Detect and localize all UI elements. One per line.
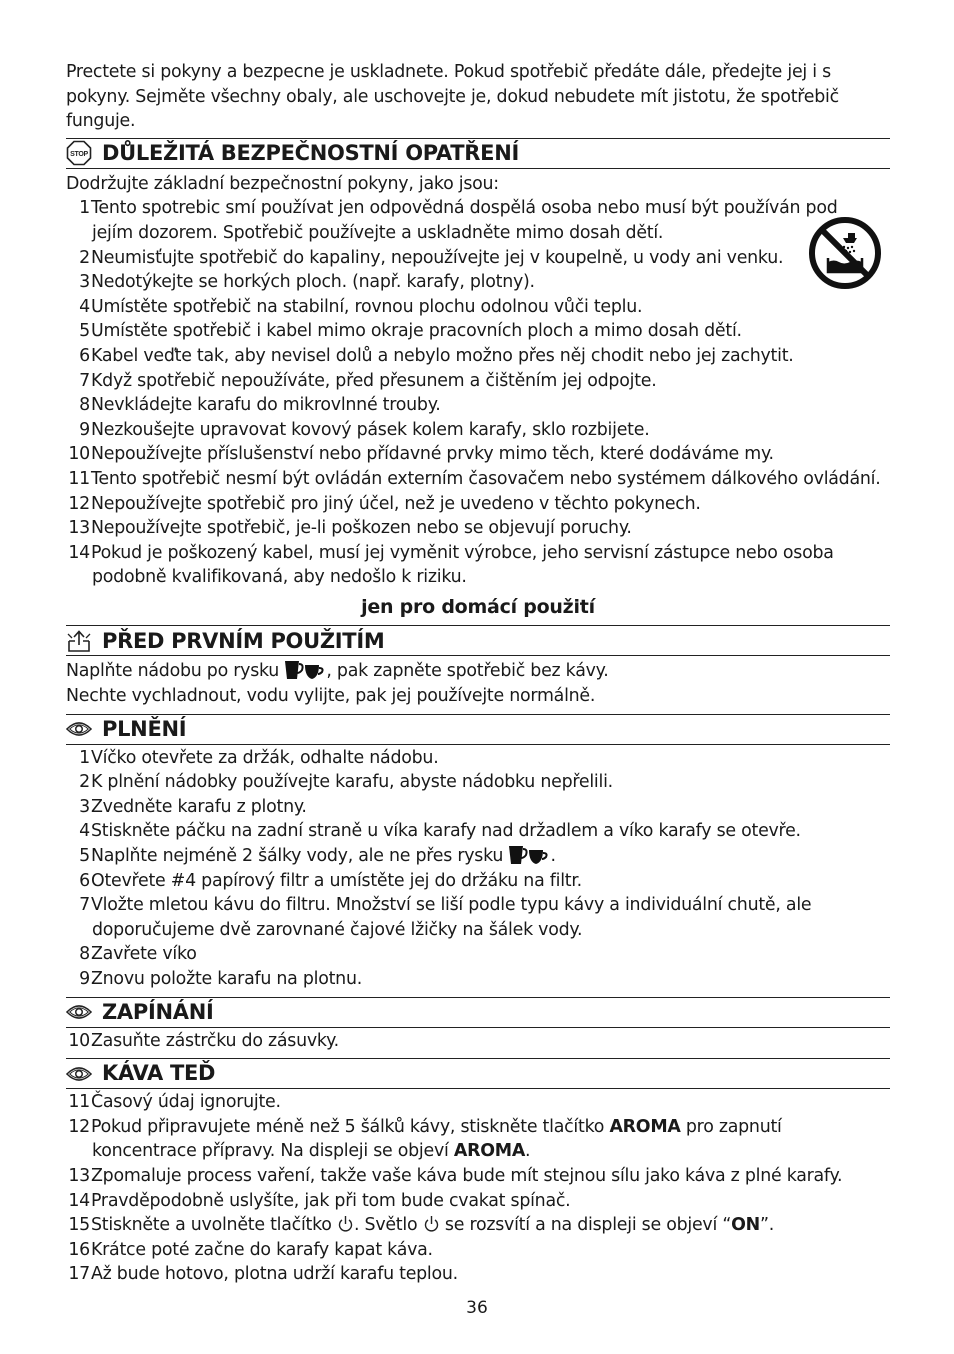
item-text: Zvedněte karafu z plotny. [91, 796, 307, 817]
power-icon [337, 1215, 354, 1233]
list-item [66, 270, 890, 295]
item-text: Nepoužívejte spotřebič pro jiný účel, než je uvedeno v těchto pokynech. [91, 493, 701, 514]
list-item [66, 844, 890, 869]
manual-page [66, 60, 890, 1287]
item-number: 10 [68, 1030, 90, 1051]
item-text: Naplňte nejméně 2 šálky vody, ale ne přes rysku . [91, 846, 556, 867]
item-text: Kabel veďte tak, aby nevisel dolů a nebylo možno přes něj chodit nebo jej zachytit. [91, 345, 794, 366]
item-number: 16 [68, 1239, 90, 1260]
item-text: Nezkoušejte upravovat kovový pásek kolem karafy, sklo rozbijete. [91, 419, 650, 440]
item-text: Vložte mletou kávu do filtru. Množství se liší podle typu kávy a individuální chutě, ale doporučujeme dvě zarovnané čajové lžičky na šálek vody. [91, 895, 812, 940]
item-number: 5 [79, 321, 90, 342]
list-item [66, 1238, 890, 1263]
list-item [66, 893, 890, 942]
item-text: Neumisťujte spotřebič do kapaliny, nepoužívejte jej v koupelně, u vody ani venku. [91, 247, 784, 268]
item-number: 8 [79, 395, 90, 416]
cups-icon [508, 844, 550, 866]
eye-icon [66, 1062, 92, 1086]
list-item [66, 319, 890, 344]
item-number: 6 [79, 870, 90, 891]
list-item [66, 295, 890, 320]
first-use-line-1 [66, 659, 890, 684]
item-number: 4 [79, 821, 90, 842]
safety-list [66, 196, 890, 590]
item-number: 14 [68, 542, 90, 563]
list-item [66, 1262, 890, 1287]
item-text: Tento spotřebič nesmí být ovládán externím časovačem nebo systémem dálkového ovládání. [91, 468, 881, 489]
item-number: 15 [68, 1215, 90, 1236]
list-item [66, 196, 890, 245]
filling-heading [66, 714, 890, 745]
first-use-line-2: Nechte vychladnout, vodu vylijte, pak jej používejte normálně. [66, 686, 596, 707]
stop-icon [66, 141, 92, 165]
list-item [66, 418, 890, 443]
item-text: Až bude hotovo, plotna udrží karafu teplou. [91, 1264, 458, 1285]
list-item [66, 869, 890, 894]
item-text: Pokud připravujete méně než 5 šálků kávy, stiskněte tlačítko AROMA pro zapnutí koncentrace přípravy. Na displeji se objeví AROMA. [91, 1116, 782, 1162]
cups-icon [284, 659, 326, 681]
eye-icon [66, 717, 92, 741]
no-water-icon [808, 216, 882, 290]
list-item [66, 467, 890, 492]
filling-title: PLNĚNÍ [102, 716, 187, 741]
item-number: 7 [79, 370, 90, 391]
eye-icon [66, 1000, 92, 1024]
item-text: Když spotřebič nepoužíváte, před přesunem a čištěním jej odpojte. [91, 370, 657, 391]
list-item [66, 393, 890, 418]
switch-on-title: ZAPÍNÁNÍ [102, 999, 214, 1024]
list-item [66, 967, 890, 992]
switch-on-list [66, 1029, 890, 1054]
list-item [66, 1164, 890, 1189]
item-number: 11 [68, 1092, 90, 1113]
item-number: 14 [68, 1190, 90, 1211]
item-number: 1 [79, 747, 90, 768]
domestic-use-note: jen pro domácí použití [361, 595, 595, 618]
item-number: 4 [79, 296, 90, 317]
safety-title: DŮLEŽITÁ BEZPEČNOSTNÍ OPATŘENÍ [102, 140, 519, 165]
item-number: 13 [68, 518, 90, 539]
item-number: 12 [68, 1116, 90, 1137]
list-item [66, 819, 890, 844]
item-number: 2 [79, 772, 90, 793]
stop-label: STOP [70, 151, 88, 159]
list-item [66, 541, 890, 590]
item-text: Stiskněte a uvolněte tlačítko . Světlo se rozsvítí a na displeji se objeví “ON”. [91, 1215, 774, 1236]
list-item [66, 492, 890, 517]
item-number: 6 [79, 345, 90, 366]
item-text: Nepoužívejte spotřebič, je-li poškozen nebo se objevují poruchy. [91, 518, 632, 539]
list-item [66, 1213, 890, 1238]
list-item [66, 746, 890, 771]
list-item [66, 344, 890, 369]
item-text: Nevkládejte karafu do mikrovlnné trouby. [91, 395, 441, 416]
item-number: 9 [79, 419, 90, 440]
item-number: 7 [79, 895, 90, 916]
list-item [66, 1189, 890, 1214]
item-number: 1 [79, 198, 90, 219]
list-item [66, 442, 890, 467]
coffee-now-title: KÁVA TEĎ [102, 1061, 216, 1086]
item-number: 3 [79, 796, 90, 817]
item-text: Otevřete #4 papírový filtr a umístěte jej do držáku na filtr. [91, 870, 582, 891]
item-text: Krátce poté začne do karafy kapat káva. [91, 1239, 433, 1260]
list-item [66, 770, 890, 795]
item-text: Umístěte spotřebič na stabilní, rovnou plochu odolnou vůči teplu. [91, 296, 643, 317]
coffee-now-heading [66, 1058, 890, 1089]
item-number: 2 [79, 247, 90, 268]
coffee-now-list [66, 1090, 890, 1287]
item-number: 9 [79, 969, 90, 989]
first-use-title: PŘED PRVNÍM POUŽITÍM [102, 628, 385, 653]
item-text: Umístěte spotřebič i kabel mimo okraje pracovních ploch a mimo dosah dětí. [91, 321, 742, 342]
list-item [66, 1090, 890, 1115]
first-use-text-b: , pak zapněte spotřebič bez kávy. [326, 661, 609, 682]
item-number: 10 [68, 444, 90, 465]
list-item [66, 369, 890, 394]
item-number: 12 [68, 493, 90, 514]
intro-text: Prectete si pokyny a bezpecne je uskladnete. Pokud spotřebič předáte dále, předejte jej i s pokyny. Sejměte všechny obaly, ale uschovejte je, dokud nebudete mít jistotu, že spotřebič funguje. [66, 62, 839, 132]
switch-on-heading [66, 997, 890, 1028]
list-item [66, 942, 890, 967]
list-item [66, 795, 890, 820]
item-text: Nedotýkejte se horkých ploch. (např. karafy, plotny). [91, 272, 535, 293]
item-number: 17 [68, 1264, 90, 1285]
item-text: Časový údaj ignorujte. [91, 1092, 281, 1113]
list-item [66, 1115, 890, 1164]
item-text: K plnění nádobky používejte karafu, abyste nádobku nepřelili. [91, 772, 613, 793]
first-use-heading [66, 625, 890, 656]
safety-heading [66, 138, 890, 169]
item-text: Tento spotrebic smí používat jen odpovědná dospělá osoba nebo musí být používán pod jejím dozorem. Spotřebič používejte a uskladněte mimo dosah dětí. [91, 198, 838, 243]
box-arrow-icon [66, 629, 92, 653]
page-number: 36 [466, 1298, 488, 1318]
item-text: Nepoužívejte příslušenství nebo přídavné prvky mimo těch, které dodáváme my. [91, 444, 774, 465]
list-item [66, 246, 890, 271]
item-number: 8 [79, 944, 90, 965]
item-text: Znovu položte karafu na plotnu. [91, 969, 363, 989]
filling-list [66, 746, 890, 992]
list-item [66, 1029, 890, 1054]
item-number: 11 [68, 468, 90, 489]
item-text: Pravděpodobně uslyšíte, jak při tom bude cvakat spínač. [91, 1190, 571, 1211]
safety-lead: Dodržujte základní bezpečnostní pokyny, jako jsou: [66, 173, 499, 194]
item-text: Zasuňte zástrčku do zásuvky. [91, 1030, 339, 1051]
item-text: Stiskněte páčku na zadní straně u víka karafy nad držadlem a víko karafy se otevře. [91, 821, 801, 842]
item-text: Víčko otevřete za držák, odhalte nádobu. [91, 747, 439, 768]
list-item [66, 516, 890, 541]
item-text: Pokud je poškozený kabel, musí jej vyměnit výrobce, jeho servisní zástupce nebo osoba podobně kvalifikovaná, aby nedošlo k riziku. [91, 542, 834, 588]
power-icon [423, 1215, 440, 1233]
first-use-text-a: Naplňte nádobu po rysku [66, 661, 285, 682]
item-text: Zpomaluje process vaření, takže vaše káva bude mít stejnou sílu jako káva z plné karafy. [91, 1165, 843, 1186]
item-text: Zavřete víko [91, 944, 197, 965]
item-number: 5 [79, 846, 90, 867]
item-number: 13 [68, 1165, 90, 1186]
item-number: 3 [79, 272, 90, 293]
